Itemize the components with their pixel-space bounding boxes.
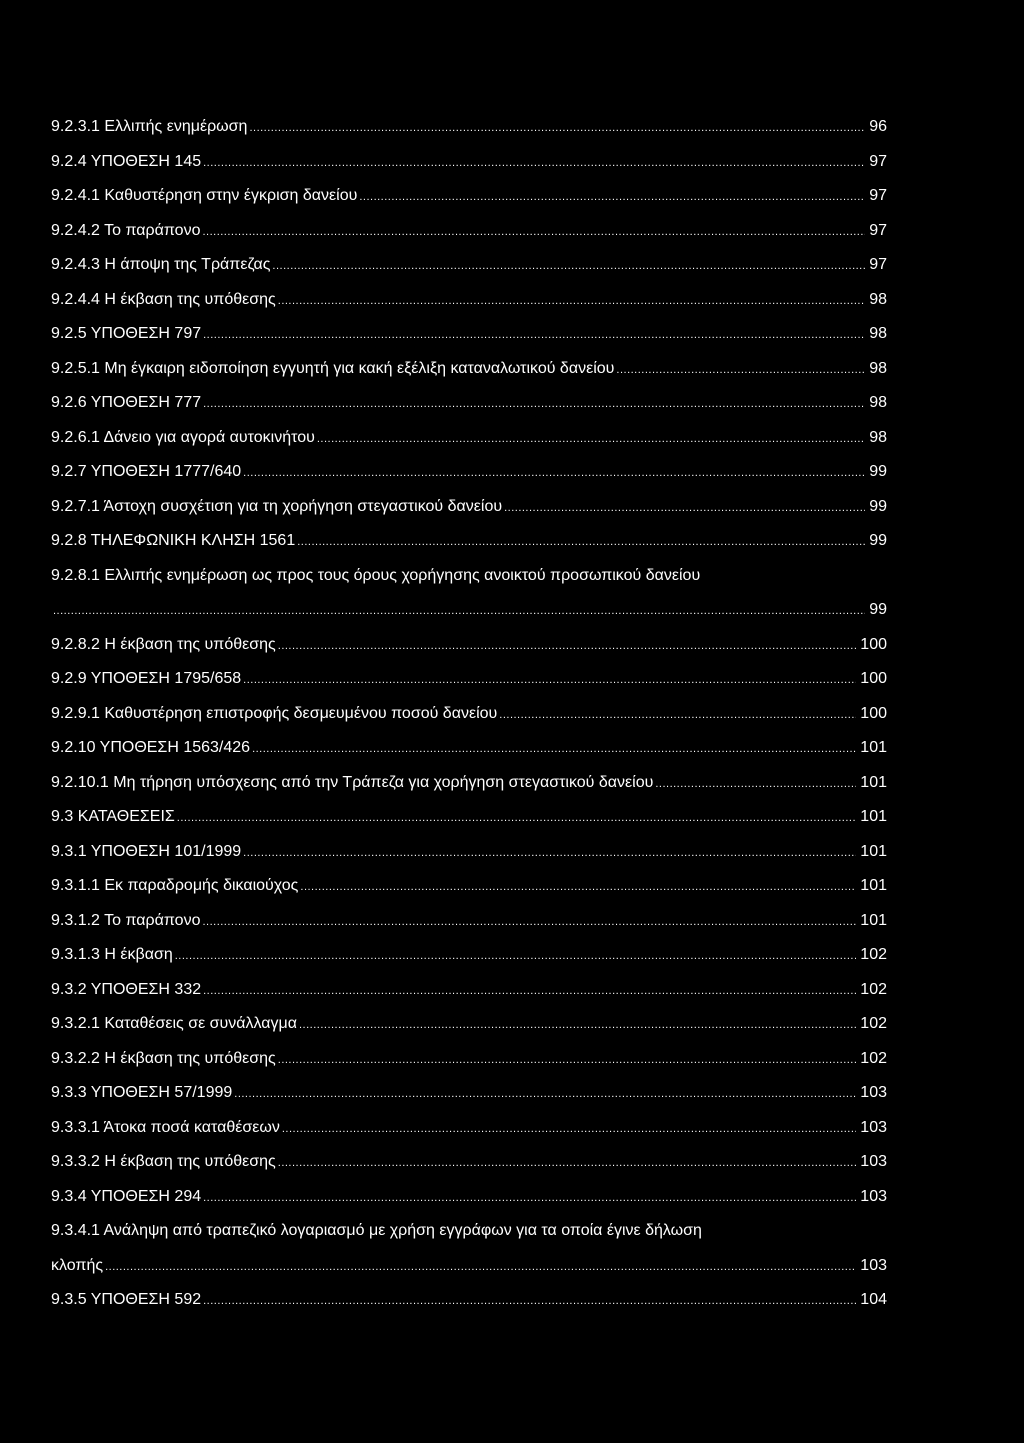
toc-entry-title[interactable]: 9.3.4.1 Ανάληψη από τραπεζικό λογαριασμό με χρήση εγγράφων για τα οποία έγινε δήλωση <box>51 1222 702 1239</box>
toc-entry[interactable] <box>51 662 887 697</box>
toc-entry[interactable] <box>51 352 887 387</box>
toc-entry-title: 9.2.9.1 Καθυστέρηση επιστροφής δεσμευμένου ποσού δανείου <box>51 704 498 722</box>
toc-dot-leader <box>252 732 856 767</box>
toc-entry-page: 102 <box>860 980 887 998</box>
toc-entry-page: 102 <box>860 946 887 963</box>
toc-entry[interactable] <box>51 110 887 145</box>
toc-entry[interactable] <box>51 766 887 801</box>
toc-dot-leader <box>359 180 865 215</box>
toc-entry[interactable] <box>51 145 887 180</box>
toc-entry-page: 101 <box>860 808 887 825</box>
toc-entry[interactable] <box>51 248 887 283</box>
toc-entry-title: 9.2.5 ΥΠΟΘΕΣΗ 797 <box>51 325 202 342</box>
toc-entry-title: 9.2.4.2 Το παράπονο <box>51 221 201 239</box>
toc-entry-page: 99 <box>869 601 887 618</box>
toc-entry-title: 9.2.6.1 Δάνειο για αγορά αυτοκινήτου <box>51 428 315 446</box>
toc-dot-leader <box>203 387 865 422</box>
toc-entry[interactable] <box>51 1111 887 1146</box>
toc-entry-page: 99 <box>869 497 887 515</box>
toc-entry[interactable] <box>51 800 887 835</box>
toc-entry-title: 9.3.1.3 Η έκβαση <box>51 946 173 963</box>
toc-entry[interactable] <box>51 317 887 352</box>
toc-entry-title: 9.2.8.2 Η έκβαση της υπόθεσης <box>51 635 276 653</box>
toc-dot-leader <box>177 801 857 836</box>
toc-entry-title: 9.3.2.1 Καταθέσεις σε συνάλλαγμα <box>51 1015 297 1032</box>
toc-entry-title: 9.3 ΚΑΤΑΘΕΣΕΙΣ <box>51 808 175 825</box>
toc-entry-page: 104 <box>860 1291 887 1308</box>
toc-entry-page: 102 <box>860 1015 887 1032</box>
toc-entry[interactable] <box>51 697 887 732</box>
table-of-contents <box>51 110 887 1318</box>
toc-entry-page: 100 <box>860 704 887 722</box>
toc-entry-title: 9.2.7.1 Άστοχη συσχέτιση για τη χορήγηση στεγαστικού δανείου <box>51 497 503 515</box>
toc-entry-page: 103 <box>860 1256 887 1274</box>
toc-entry-title: 9.2.10 ΥΠΟΘΕΣΗ 1563/426 <box>51 739 251 756</box>
toc-entry[interactable] <box>51 938 887 973</box>
toc-dot-leader <box>202 215 865 250</box>
toc-entry-page: 103 <box>860 1153 887 1170</box>
toc-entry-title: 9.3.1.2 Το παράπονο <box>51 911 201 929</box>
toc-entry-title-continued: κλοπής <box>51 1256 104 1274</box>
toc-entry-title: 9.2.9 ΥΠΟΘΕΣΗ 1795/658 <box>51 670 242 687</box>
toc-entry-title: 9.2.6 ΥΠΟΘΕΣΗ 777 <box>51 394 202 411</box>
toc-dot-leader <box>317 422 865 457</box>
toc-entry-title[interactable]: 9.2.8.1 Ελλιπής ενημέρωση ως προς τους όρους χορήγησης ανοικτού προσωπικού δανείου <box>51 566 701 584</box>
toc-entry-page: 101 <box>860 773 887 791</box>
toc-entry-title: 9.3.3.2 Η έκβαση της υπόθεσης <box>51 1153 276 1170</box>
toc-entry[interactable] <box>51 973 887 1008</box>
toc-dot-leader <box>278 284 865 319</box>
toc-entry[interactable] <box>51 179 887 214</box>
toc-dot-leader <box>203 146 865 181</box>
toc-entry-title: 9.3.1.1 Εκ παραδρομής δικαιούχος <box>51 877 299 894</box>
toc-entry[interactable] <box>51 593 887 628</box>
toc-dot-leader <box>53 594 865 629</box>
toc-entry-title: 9.3.1 ΥΠΟΘΕΣΗ 101/1999 <box>51 842 242 860</box>
toc-entry-page: 100 <box>860 635 887 653</box>
toc-dot-leader <box>272 249 865 284</box>
toc-entry[interactable] <box>51 904 887 939</box>
toc-dot-leader <box>203 318 865 353</box>
toc-entry[interactable] <box>51 490 887 525</box>
toc-entry-page: 98 <box>869 325 887 342</box>
toc-dot-leader <box>299 1008 856 1043</box>
toc-entry-title: 9.2.4.4 Η έκβαση της υπόθεσης <box>51 290 276 308</box>
toc-entry-page: 103 <box>860 1187 887 1205</box>
toc-entry[interactable] <box>51 628 887 663</box>
toc-entry-page: 101 <box>860 877 887 894</box>
toc-dot-leader <box>243 663 856 698</box>
toc-entry-title: 9.2.5.1 Μη έγκαιρη ειδοποίηση εγγυητή για κακή εξέλιξη καταναλωτικού δανείου <box>51 359 615 377</box>
toc-entry-page: 103 <box>860 1084 887 1101</box>
toc-dot-leader <box>278 629 857 664</box>
toc-entry[interactable] <box>51 421 887 456</box>
toc-dot-leader <box>499 698 856 733</box>
toc-entry-title: 9.2.4.1 Καθυστέρηση στην έγκριση δανείου <box>51 187 358 204</box>
toc-dot-leader <box>282 1112 856 1147</box>
toc-entry-page: 97 <box>869 256 887 273</box>
toc-entry[interactable] <box>51 1180 887 1215</box>
toc-entry[interactable] <box>51 869 887 904</box>
toc-entry-page: 101 <box>860 842 887 860</box>
toc-entry-page: 99 <box>869 463 887 480</box>
toc-entry-title: 9.3.2 ΥΠΟΘΕΣΗ 332 <box>51 980 202 998</box>
toc-dot-leader <box>249 111 865 146</box>
toc-entry[interactable] <box>51 731 887 766</box>
toc-dot-leader <box>616 353 865 388</box>
toc-entry[interactable] <box>51 283 887 318</box>
toc-entry-page: 97 <box>869 221 887 239</box>
toc-dot-leader <box>203 974 856 1009</box>
toc-entry[interactable] <box>51 214 887 249</box>
toc-dot-leader <box>278 1043 857 1078</box>
toc-entry-page: 102 <box>860 1049 887 1067</box>
toc-entry[interactable] <box>51 1042 887 1077</box>
toc-entry-title: 9.3.5 ΥΠΟΘΕΣΗ 592 <box>51 1291 202 1308</box>
toc-dot-leader <box>203 1181 856 1216</box>
toc-entry[interactable] <box>51 1007 887 1042</box>
toc-entry[interactable] <box>51 835 887 870</box>
toc-entry-title: 9.2.7 ΥΠΟΘΕΣΗ 1777/640 <box>51 463 242 480</box>
toc-dot-leader <box>202 905 856 940</box>
toc-entry-title: 9.3.3 ΥΠΟΘΕΣΗ 57/1999 <box>51 1084 233 1101</box>
toc-entry[interactable] <box>51 455 887 490</box>
toc-entry-page: 98 <box>869 290 887 308</box>
toc-dot-leader <box>243 836 856 871</box>
toc-entry-page: 98 <box>869 428 887 446</box>
toc-entry-page: 100 <box>860 670 887 687</box>
toc-dot-leader <box>297 525 865 560</box>
toc-entry[interactable] <box>51 386 887 421</box>
toc-entry-title: 9.3.3.1 Άτοκα ποσά καταθέσεων <box>51 1118 280 1136</box>
toc-entry[interactable] <box>51 1145 887 1180</box>
toc-entry-page: 98 <box>869 359 887 377</box>
toc-entry-title: 9.2.4.3 Η άποψη της Τράπεζας <box>51 256 271 273</box>
toc-entry-page: 101 <box>860 739 887 756</box>
toc-entry[interactable] <box>51 1076 887 1111</box>
toc-entry-page: 96 <box>869 118 887 135</box>
toc-entry-title: 9.2.8 ΤΗΛΕΦΩΝΙΚΗ ΚΛΗΣΗ 1561 <box>51 532 296 549</box>
toc-entry-title: 9.2.3.1 Ελλιπής ενημέρωση <box>51 118 248 135</box>
toc-entry-page: 98 <box>869 394 887 411</box>
toc-entry[interactable] <box>51 1283 887 1318</box>
toc-entry-page: 97 <box>869 187 887 204</box>
toc-dot-leader <box>203 1284 856 1319</box>
toc-entry-title: 9.2.10.1 Μη τήρηση υπόσχεσης από την Τράπεζα για χορήγηση στεγαστικού δανείου <box>51 773 654 791</box>
toc-entry[interactable] <box>51 524 887 559</box>
toc-entry-page: 97 <box>869 152 887 170</box>
toc-entry-title: 9.3.2.2 Η έκβαση της υπόθεσης <box>51 1049 276 1067</box>
toc-entry-page: 101 <box>860 911 887 929</box>
toc-dot-leader <box>234 1077 856 1112</box>
toc-dot-leader <box>655 767 856 802</box>
toc-entry-page: 103 <box>860 1118 887 1136</box>
toc-dot-leader <box>504 491 865 526</box>
toc-entry-page: 99 <box>869 532 887 549</box>
toc-dot-leader <box>278 1146 857 1181</box>
toc-dot-leader <box>300 870 856 905</box>
toc-dot-leader <box>105 1250 856 1285</box>
toc-entry[interactable] <box>51 1249 887 1284</box>
toc-dot-leader <box>243 456 865 491</box>
toc-dot-leader <box>175 939 857 974</box>
toc-entry-title: 9.2.4 ΥΠΟΘΕΣΗ 145 <box>51 152 202 170</box>
toc-entry-title: 9.3.4 ΥΠΟΘΕΣΗ 294 <box>51 1187 202 1205</box>
